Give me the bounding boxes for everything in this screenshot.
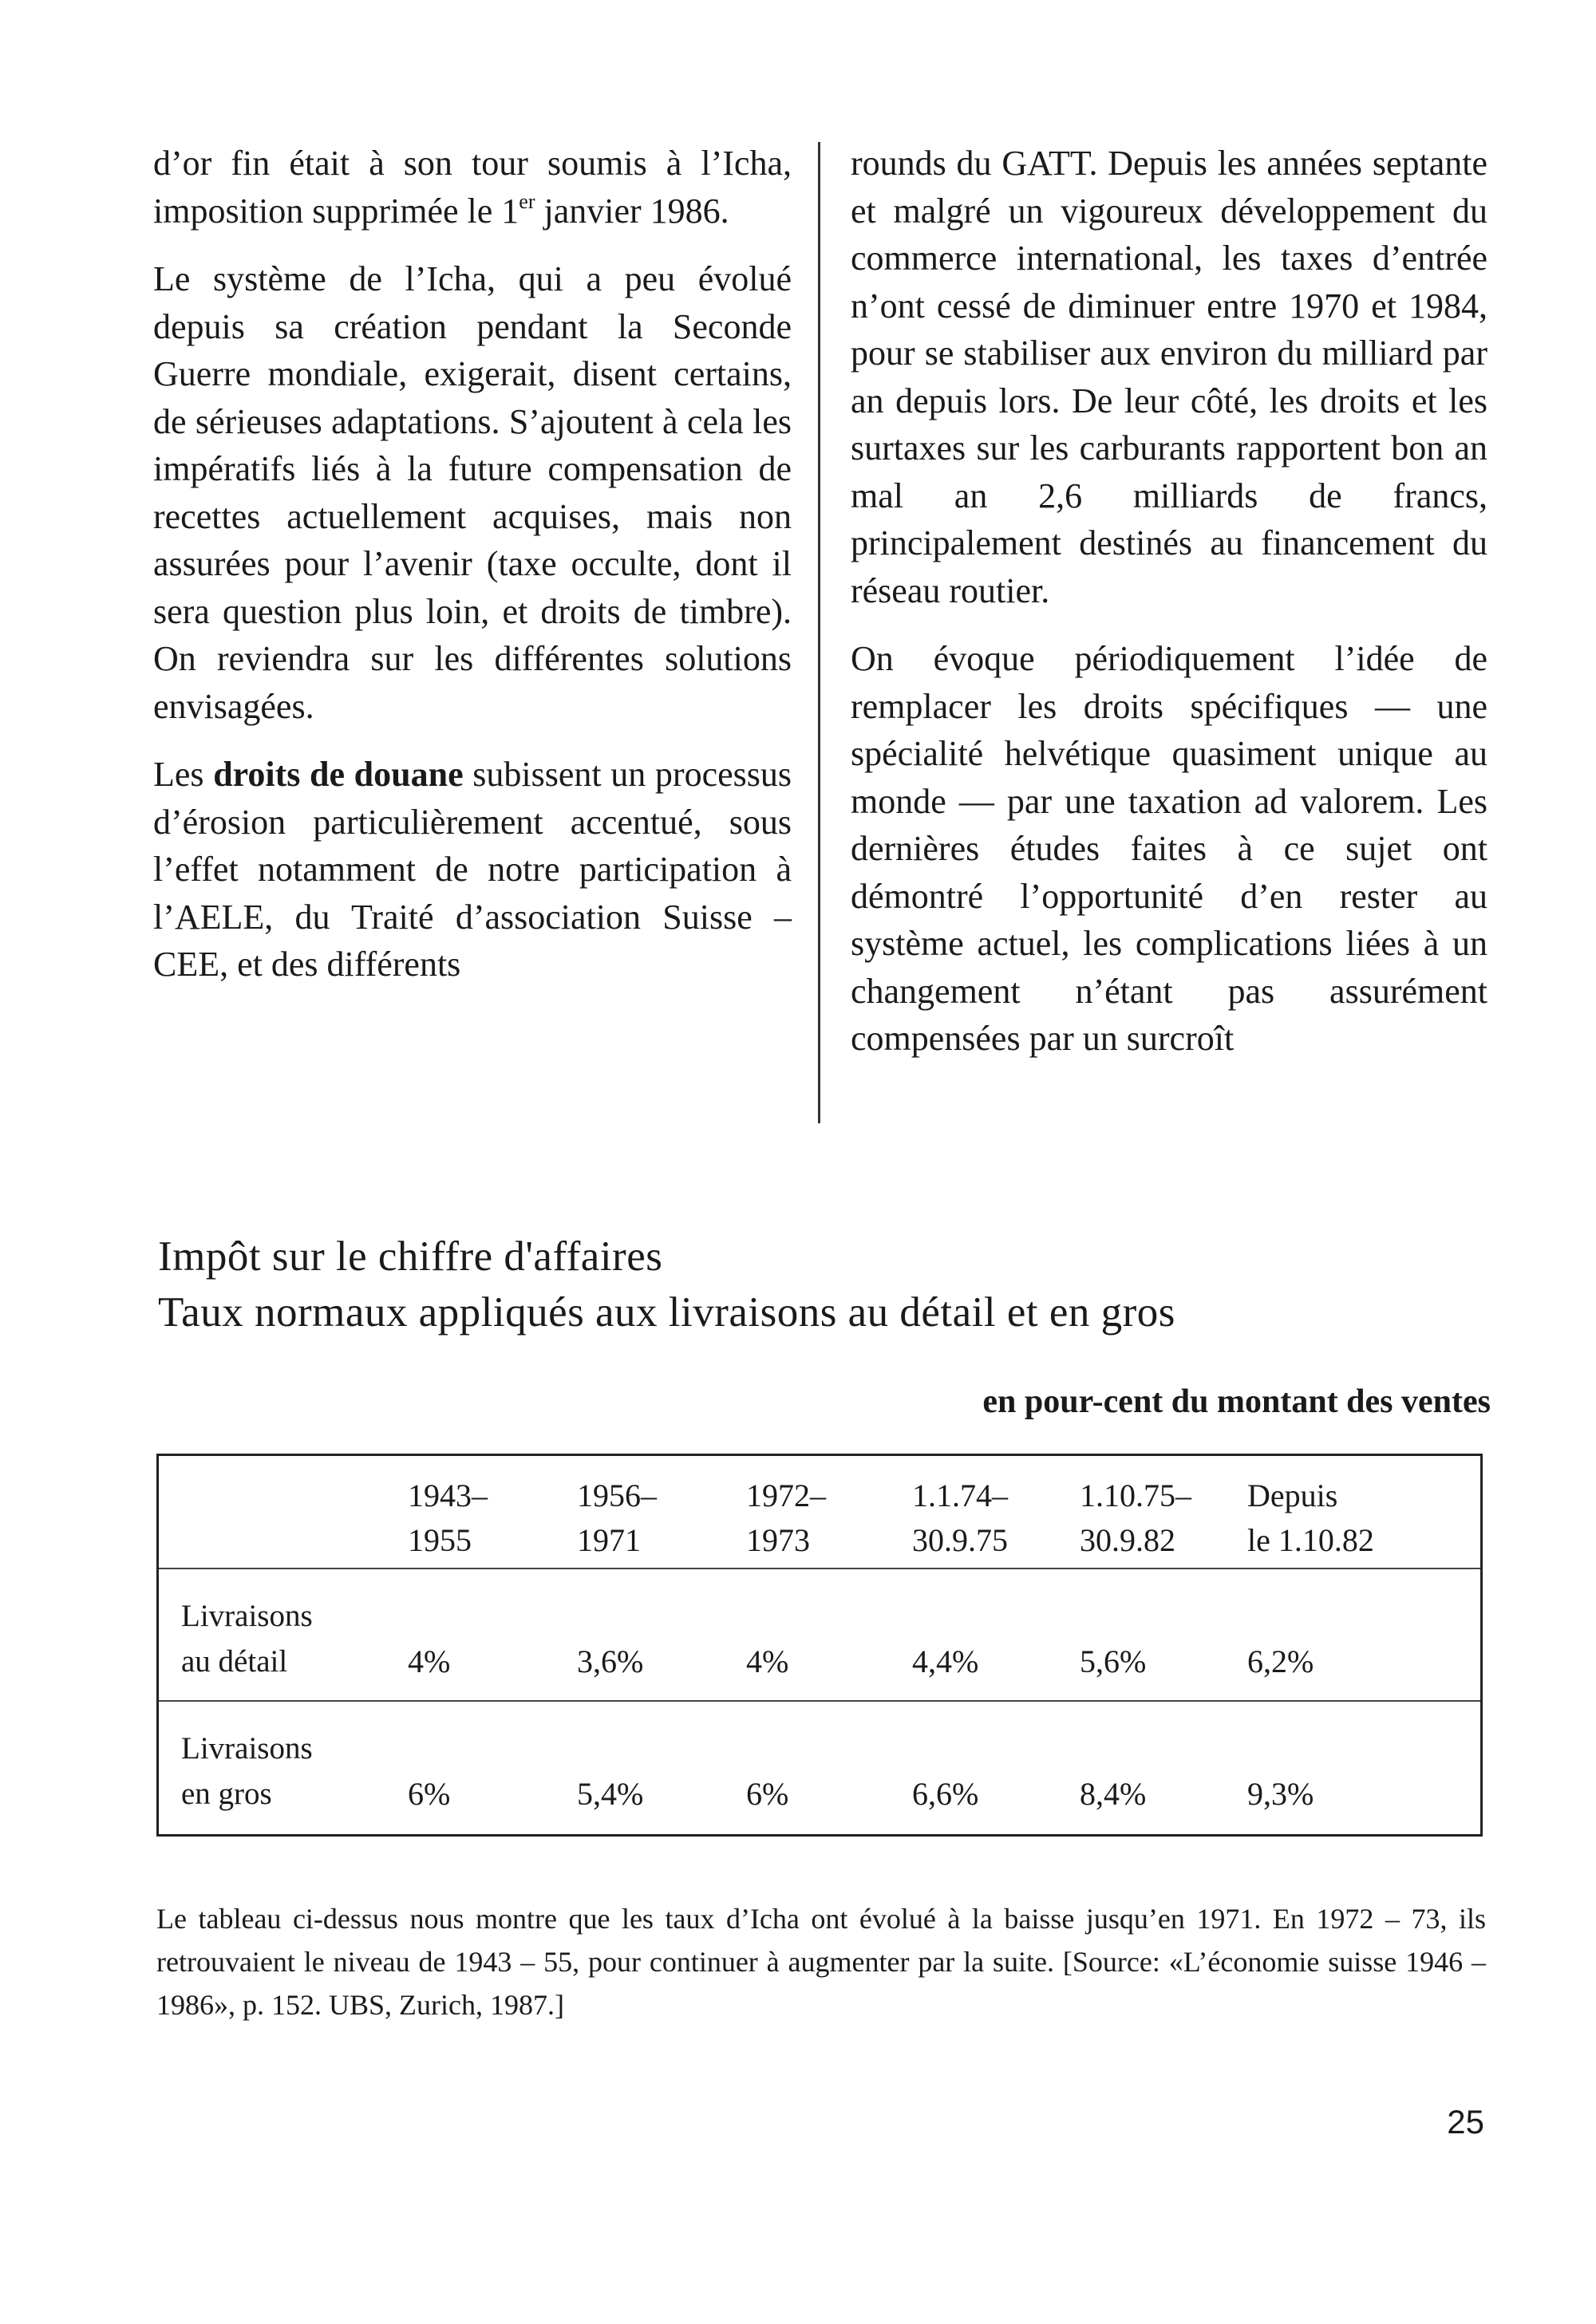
table-cell: 9,3%: [1247, 1776, 1314, 1812]
left-p3-end: subissent un processus d’érosion particulièrement accentué, sous l’effet notamment de notre participation à l’AELE, du Traité d’association Suisse – CEE, et des différents: [153, 755, 792, 984]
header-5-line1: 1.10.75–: [1080, 1478, 1191, 1513]
left-p1-text: d’or fin était à son tour soumis à l’Icha, imposition supprimée le 1: [153, 144, 792, 231]
header-6-line1: Depuis: [1247, 1478, 1338, 1513]
header-1-line1: 1943–: [408, 1478, 488, 1513]
table-cell: 4%: [408, 1643, 451, 1679]
table-unit-note: en pour-cent du montant des ventes: [982, 1383, 1491, 1420]
header-cell: [912, 1474, 1008, 1563]
right-column: [851, 140, 1487, 1083]
table-cell: 6%: [408, 1776, 451, 1812]
row1-label-line1: Livraisons: [181, 1599, 313, 1633]
page-number: 25: [1447, 2103, 1484, 2141]
table-caption: Le tableau ci-dessus nous montre que les taux d’Icha ont évolué à la baisse jusqu’en 1971. En 1972 – 73, ils retrouvaient le niveau de 1943 – 55, pour continuer à augmenter par la suite. [Source: «L’économie suisse 1946 – 1986», p. 152. UBS, Zurich, 1987.]: [156, 1903, 1486, 2021]
row1-label-line2: au détail: [181, 1644, 288, 1679]
header-1-line2: 1955: [408, 1522, 472, 1558]
table-cell: 6,6%: [912, 1776, 979, 1812]
left-p1-end: janvier 1986.: [535, 191, 729, 231]
left-paragraph-3: [153, 751, 792, 988]
table-cell: 4,4%: [912, 1643, 979, 1679]
table-title-line-2: Taux normaux appliqués aux livraisons au détail et en gros: [158, 1289, 1175, 1336]
row2-label-line2: en gros: [181, 1777, 272, 1811]
left-paragraph-1: [153, 140, 792, 235]
left-column: [153, 140, 792, 1009]
table-cell: 3,6%: [577, 1643, 644, 1679]
header-cell: [408, 1474, 488, 1563]
table-cell: 8,4%: [1080, 1776, 1147, 1812]
rates-table: [156, 1454, 1483, 1837]
left-p3-start: Les: [153, 755, 214, 794]
table-cell: 5,4%: [577, 1776, 644, 1812]
table-cell: 6,2%: [1247, 1643, 1314, 1679]
header-cell: [746, 1474, 826, 1563]
header-cell: [1080, 1474, 1191, 1563]
right-paragraph-2: On évoque périodiquement l’idée de remplacer les droits spécifiques — une spécialité helvétique quasiment unique au monde — par une taxation ad valorem. Les dernières études faites à ce sujet ont démontré l’opportunité d’en rester au système actuel, les complications liées à un changement n’étant pas assurément compensées par un surcroît: [851, 639, 1487, 1058]
row2-label-line1: Livraisons: [181, 1731, 313, 1766]
left-paragraph-2: Le système de l’Icha, qui a peu évolué depuis sa création pendant la Seconde Guerre mondiale, exigerait, disent certains, de sérieuses adaptations. S’ajoutent à cela les impératifs liés à la future compensation de recettes actuellement acquises, mais non assurées pour l’avenir (taxe occulte, dont il sera question plus loin, et droits de timbre). On reviendra sur les différentes solutions envisagées.: [153, 259, 792, 726]
table-row-detail: [159, 1569, 1480, 1702]
header-6-line2: le 1.10.82: [1247, 1522, 1374, 1558]
row-label-detail: [181, 1593, 313, 1684]
header-4-line2: 30.9.75: [912, 1522, 1008, 1558]
superscript-er: er: [519, 189, 535, 213]
right-paragraph-1: rounds du GATT. Depuis les années septante et malgré un vigoureux développement du commerce international, les taxes d’entrée n’ont cessé de diminuer entre 1970 et 1984, pour se stabiliser aux environ du milliard par an depuis lors. De leur côté, les droits et les surtaxes sur les carburants rapportent bon an mal an 2,6 milliards de francs, principalement destinés au financement du réseau routier.: [851, 144, 1487, 610]
header-5-line2: 30.9.82: [1080, 1522, 1175, 1558]
table-header-row: [159, 1456, 1480, 1569]
table-cell: 6%: [746, 1776, 789, 1812]
header-2-line2: 1971: [577, 1522, 641, 1558]
row-label-gros: [181, 1726, 313, 1817]
header-cell: [577, 1474, 657, 1563]
table-row-gros: [159, 1702, 1480, 1834]
table-cell: 4%: [746, 1643, 789, 1679]
header-3-line1: 1972–: [746, 1478, 826, 1513]
header-2-line1: 1956–: [577, 1478, 657, 1513]
header-3-line2: 1973: [746, 1522, 810, 1558]
table-title-line-1: Impôt sur le chiffre d'affaires: [158, 1233, 663, 1280]
left-p3-bold-term: droits de douane: [213, 755, 464, 794]
header-cell: [1247, 1474, 1374, 1563]
table-title: [158, 1229, 1175, 1340]
header-4-line1: 1.1.74–: [912, 1478, 1008, 1513]
table-cell: 5,6%: [1080, 1643, 1147, 1679]
column-divider: [818, 142, 820, 1123]
